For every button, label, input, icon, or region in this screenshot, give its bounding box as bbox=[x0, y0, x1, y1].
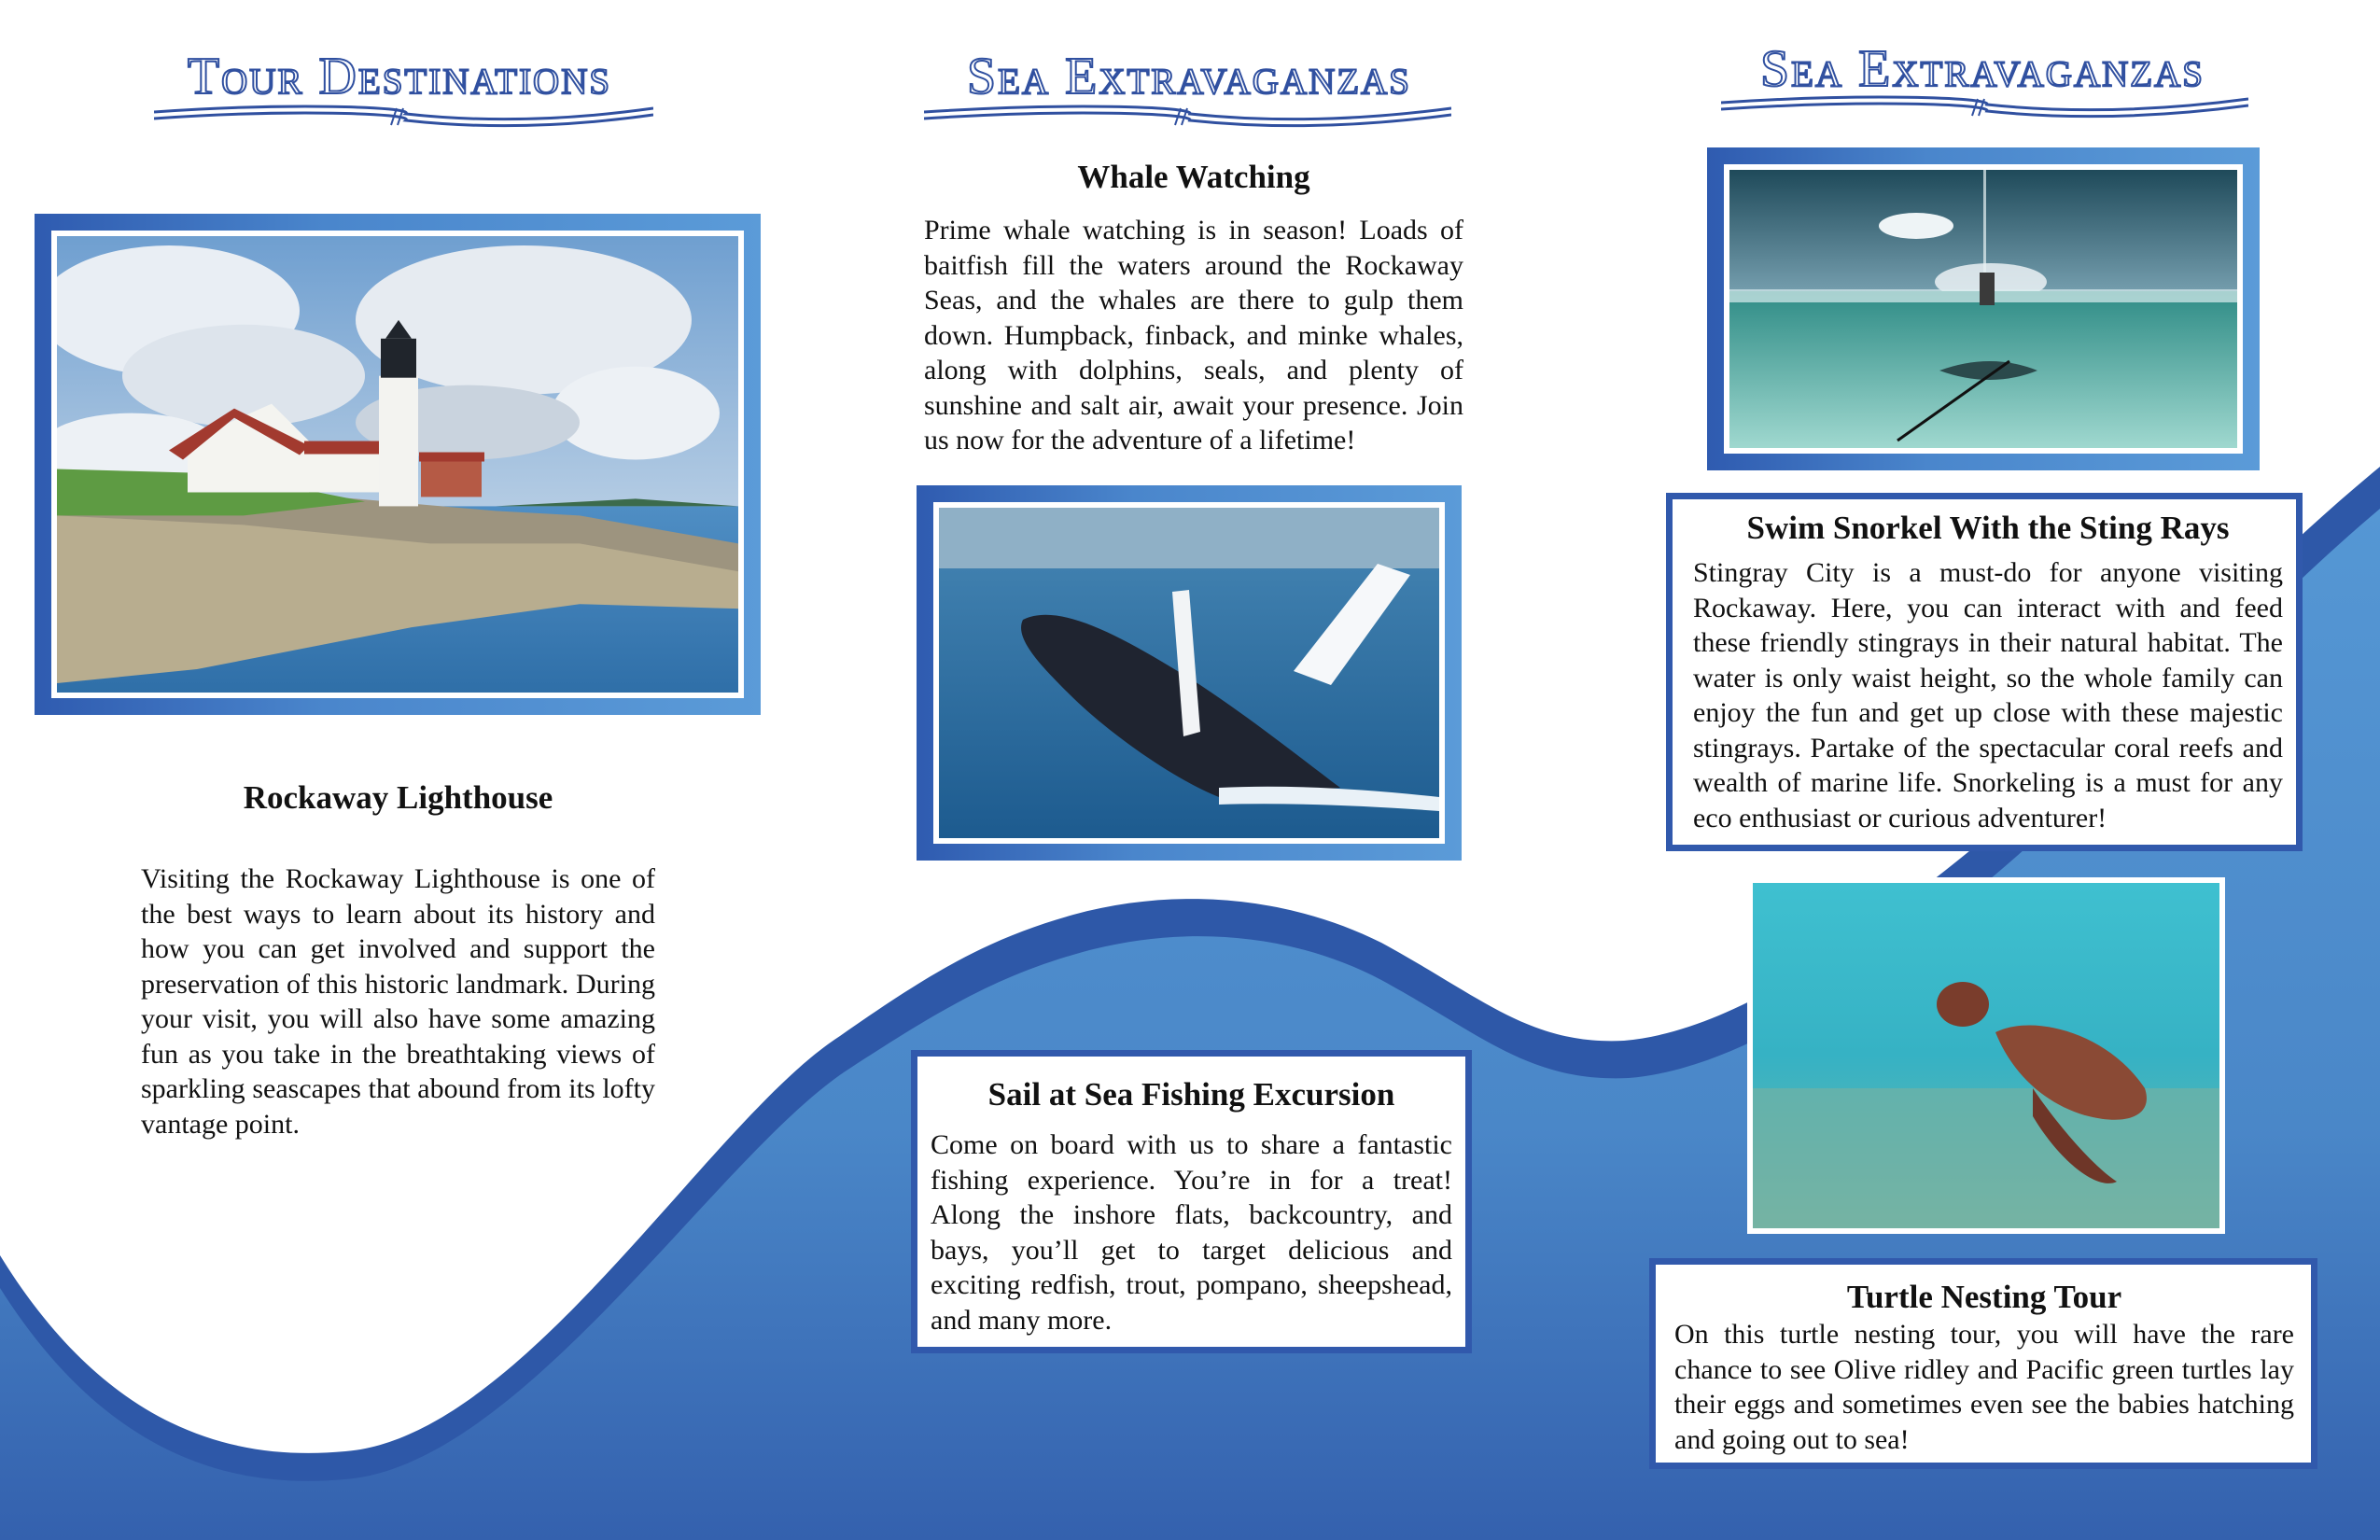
whale-watching-heading: Whale Watching bbox=[1077, 159, 1310, 195]
turtle-nesting-body-text: On this turtle nesting tour, you will have the rare chance to see Olive ridley and Pacific green turtles lay their eggs and sometimes even see the babies hatching and going out to sea! bbox=[1674, 1319, 2294, 1455]
lighthouse-photo bbox=[57, 236, 738, 693]
panel-title bbox=[140, 49, 659, 105]
panel-title-text: Tour Destinations bbox=[187, 48, 612, 105]
whale-photo bbox=[939, 508, 1439, 838]
stingray-body-text: Stingray City is a must-do for anyone visiting Rockaway. Here, you can interact with and feed these friendly stingrays in their natural habitat. The water is only waist height, so the whole family can enjoy the fun and get up close with these majestic stingrays. Partake of the spectacular coral reefs and wealth of marine life. Snorkeling is a must for any eco enthusiast or curious adventurer! bbox=[1693, 557, 2283, 833]
stingray-photo-frame bbox=[1707, 147, 2260, 470]
wavy-divider-icon bbox=[1721, 91, 2248, 119]
turtle-nesting-heading: Turtle Nesting Tour bbox=[1846, 1279, 2122, 1315]
stingray-heading: Swim Snorkel With the Sting Rays bbox=[1746, 510, 2230, 546]
wavy-divider-icon bbox=[154, 101, 653, 129]
stingray-photo bbox=[1729, 170, 2237, 448]
lighthouse-photo-frame bbox=[35, 214, 761, 715]
fishing-excursion-card bbox=[911, 1050, 1472, 1353]
stingray-card bbox=[1666, 493, 2303, 851]
panel-title-text: Sea Extravaganzas bbox=[1760, 40, 2205, 98]
lighthouse-heading: Rockaway Lighthouse bbox=[243, 779, 553, 816]
lighthouse-body-text: Visiting the Rockaway Lighthouse is one of the best ways to learn about its history and how you can get involved and support the preservation of this historic landmark. During your visit, you will also have some amazing fun as you take in the breathtaking views of sparkling seascapes that abound from its lofty vantage point. bbox=[141, 863, 655, 1140]
panel-title bbox=[919, 49, 1459, 105]
wavy-divider-icon bbox=[924, 101, 1451, 129]
fishing-excursion-body-text: Come on board with us to share a fantastic fishing experience. You’re in for a treat! Along the inshore flats, backcountry, and bays, you’ll get to target delicious and exciting redfish, trout, pompano, sheepshead, and many more. bbox=[931, 1129, 1452, 1336]
whale-photo-frame bbox=[917, 485, 1462, 861]
panel-title bbox=[1713, 41, 2252, 97]
whale-watching-body-text: Prime whale watching is in season! Loads of baitfish fill the waters around the Rockaway Seas, and the whales are there to gulp them down. Humpback, finback, and minke whales, along with dolphins, seals, and plenty of sunshine and salt air, await your presence. Join us now for the adventure of a lifetime! bbox=[924, 215, 1463, 455]
panel-title-text: Sea Extravaganzas bbox=[967, 48, 1411, 105]
turtle-nesting-card bbox=[1649, 1258, 2317, 1469]
fishing-excursion-heading: Sail at Sea Fishing Excursion bbox=[987, 1076, 1395, 1113]
turtle-photo bbox=[1747, 877, 2225, 1234]
